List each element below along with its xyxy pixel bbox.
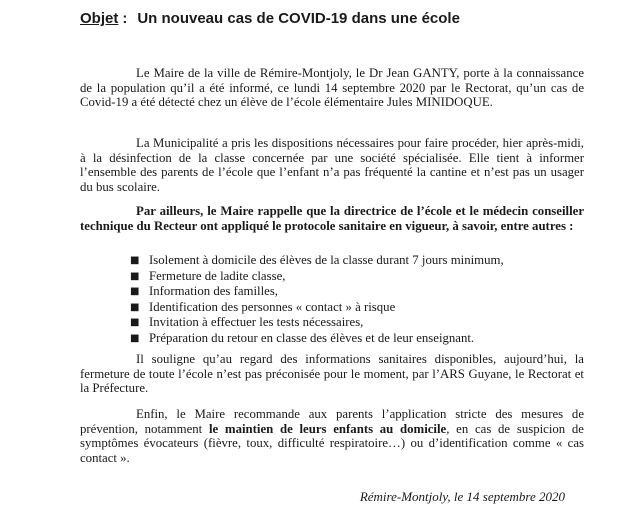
bullet-square-icon: ■ <box>130 332 140 344</box>
protocol-measures-list <box>130 253 570 346</box>
paragraph-protocol-intro: Par ailleurs, le Maire rappelle que la directrice de l’école et le médecin conseiller technique du Recteur ont appliqué le protocole sanitaire en vigueur, à savoir, entre autres : <box>80 204 584 233</box>
recommendation-emphasis: le maintien de leurs enfants au domicile <box>208 421 447 436</box>
paragraph-disinfection: La Municipalité a pris les dispositions nécessaires pour faire procéder, hier après-midi, à la désinfection de la classe concernée par une société spécialisée. Elle tient à informer l’ensemble des parents de l’école que l’enfant n’a pas fréquenté la cantine et n’est pas un usager du bus scolaire. <box>80 136 584 194</box>
list-item-text: Fermeture de ladite classe, <box>149 268 286 283</box>
list-item <box>130 269 570 285</box>
recommendation-text-start: Enfin, le Maire recommande aux parents l’application stricte des mesures de prévention, notamment <box>80 407 584 436</box>
list-item-text: Identification des personnes « contact » à risque <box>149 299 396 314</box>
list-item <box>130 315 570 331</box>
subject-line <box>80 10 460 27</box>
paragraph-school-closure: Il souligne qu’au regard des informations sanitaires disponibles, aujourd’hui, la fermeture de toute l’école n’est pas préconisée pour le moment, par l’ARS Guyane, le Rectorat et la Préfecture. <box>80 352 584 395</box>
paragraph-announcement: Le Maire de la ville de Rémire-Montjoly, le Dr Jean GANTY, porte à la connaissance de la population qu’il a été informé, ce lundi 14 septembre 2020 par le Rectorat, qu’un cas de Covid-19 a été détecté chez un élève de l’école élémentaire Jules MINIDOQUE. <box>80 66 584 109</box>
paragraph-recommendation <box>80 407 584 465</box>
list-item-text: Préparation du retour en classe des élèves et de leur enseignant. <box>149 330 475 345</box>
list-item <box>130 284 570 300</box>
list-item-text: Isolement à domicile des élèves de la classe durant 7 jours minimum, <box>149 253 504 267</box>
list-item-text: Information des familles, <box>149 284 278 298</box>
list-item <box>130 300 570 316</box>
bullet-square-icon: ■ <box>130 255 140 266</box>
recommendation-text-end: , en cas de suspicion de symptômes évocateurs (fièvre, toux, difficulté respiratoire…) ou d’identification comme « cas contact ». <box>80 421 584 465</box>
subject-separator: : <box>122 10 128 27</box>
bullet-square-icon: ■ <box>130 317 140 328</box>
subject-title: Un nouveau cas de COVID-19 dans une école <box>137 10 460 27</box>
bullet-square-icon: ■ <box>130 270 140 282</box>
list-item-text: Invitation à effectuer les tests nécessaires, <box>149 315 364 329</box>
place-and-date: Rémire-Montjoly, le 14 septembre 2020 <box>359 489 565 504</box>
bullet-square-icon: ■ <box>130 286 140 297</box>
subject-label: Objet <box>80 10 119 27</box>
bullet-square-icon: ■ <box>130 301 140 313</box>
list-item <box>130 331 570 347</box>
list-item <box>130 253 570 269</box>
